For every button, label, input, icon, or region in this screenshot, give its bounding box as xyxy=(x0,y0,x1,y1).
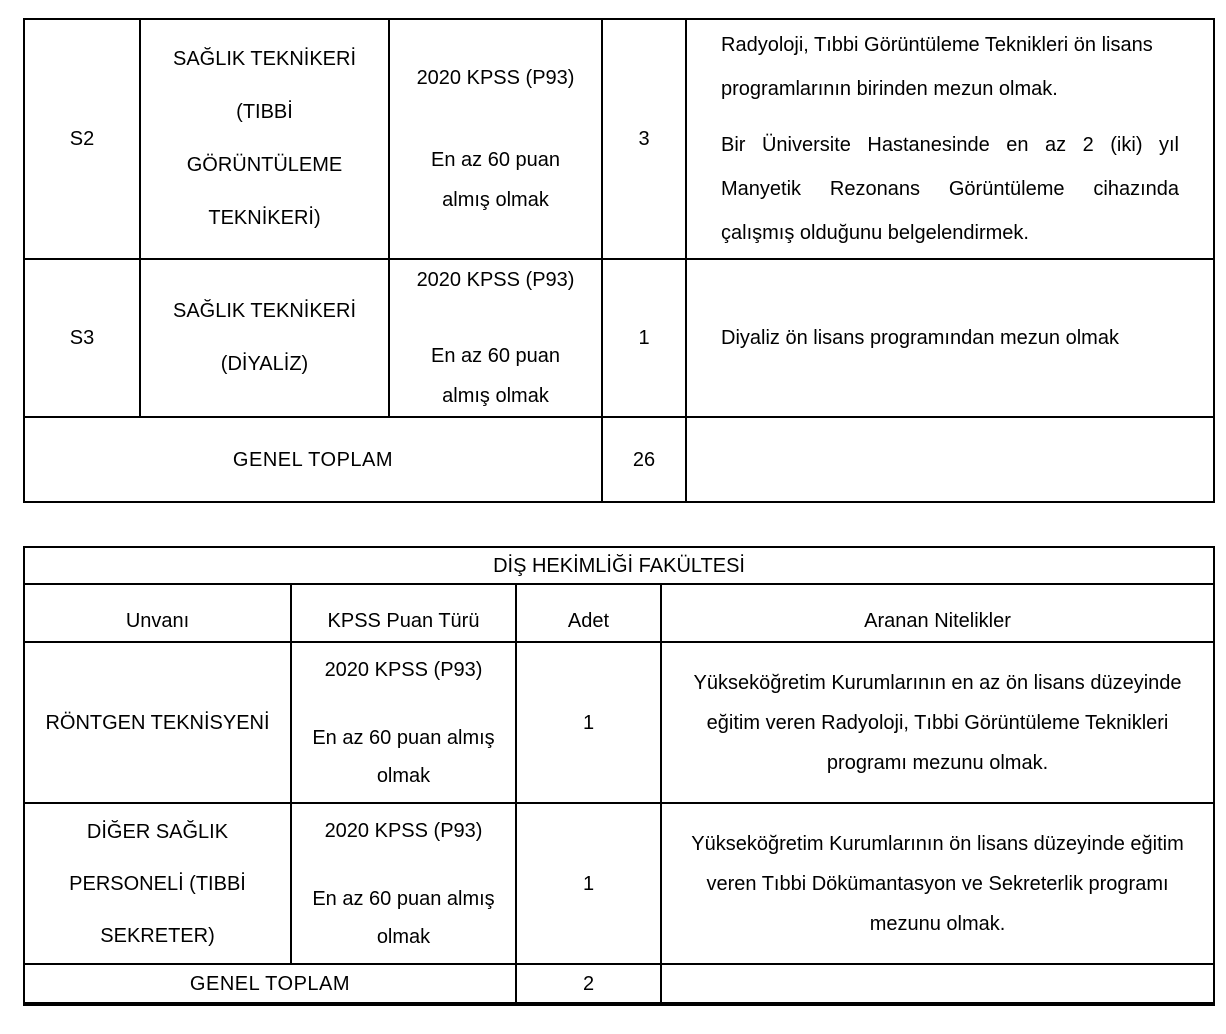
dentistry-faculty-table xyxy=(23,546,1215,1006)
column-header-kpss: KPSS Puan Türü xyxy=(291,584,516,642)
column-header-title: Unvanı xyxy=(24,584,291,642)
kpss-score-type: 2020 KPSS (P93) xyxy=(324,819,483,842)
cell-position-count: 1 xyxy=(602,259,686,417)
qualification-paragraph: Radyoloji, Tıbbi Görüntüleme Teknikleri ön lisans programlarının birinden mezun olmak. xyxy=(721,34,1153,100)
table-row-grand-total xyxy=(24,964,1214,1004)
kpss-min-score: En az 60 puan almış olmak xyxy=(312,726,495,787)
grand-total-label: GENEL TOPLAM xyxy=(24,964,516,1004)
kpss-score-type: 2020 KPSS (P93) xyxy=(324,658,483,681)
cell-kpss-requirement xyxy=(389,19,602,259)
grand-total-value: 2 xyxy=(516,964,661,1004)
cell-required-qualifications xyxy=(686,259,1214,417)
table-header-row xyxy=(24,584,1214,642)
cell-position-count: 3 xyxy=(602,19,686,259)
kpss-min-score: En az 60 puan almış olmak xyxy=(312,887,495,948)
table-row-diger-saglik-personeli xyxy=(24,803,1214,964)
positions-table-continuation xyxy=(23,18,1215,503)
cell-kpss-requirement xyxy=(291,803,516,964)
table-row-faculty-title xyxy=(24,547,1214,584)
cell-position-count: 1 xyxy=(516,642,661,803)
kpss-score-type: 2020 KPSS (P93) xyxy=(416,67,575,89)
cell-position-count: 1 xyxy=(516,803,661,964)
cell-position-title: SAĞLIK TEKNİKERİ (TIBBİ GÖRÜNTÜLEME TEKNİKERİ) xyxy=(140,19,389,259)
grand-total-value: 26 xyxy=(602,417,686,502)
cell-kpss-requirement xyxy=(389,259,602,417)
cell-required-qualifications: Yükseköğretim Kurumlarının ön lisans düzeyinde eğitim veren Tıbbi Dökümantasyon ve Sekreterlik programı mezunu olmak. xyxy=(661,803,1214,964)
grand-total-label: GENEL TOPLAM xyxy=(24,417,602,502)
qualification-paragraph: Diyaliz ön lisans programından mezun olmak xyxy=(721,327,1119,349)
kpss-min-score: En az 60 puan almış olmak xyxy=(431,149,560,211)
cell-required-qualifications xyxy=(686,19,1214,259)
qualification-paragraph: Bir Üniversite Hastanesinde en az 2 (iki) yıl Manyetik Rezonans Görüntüleme cihazında çalışmış olduğunu belgelendirmek. xyxy=(721,134,1179,244)
cell-position-title: SAĞLIK TEKNİKERİ (DİYALİZ) xyxy=(140,259,389,417)
kpss-score-type: 2020 KPSS (P93) xyxy=(416,269,575,291)
table-row-rontgen-teknisyeni xyxy=(24,642,1214,803)
cell-position-title: RÖNTGEN TEKNİSYENİ xyxy=(24,642,291,803)
table-row-s2 xyxy=(24,19,1214,259)
column-header-count: Adet xyxy=(516,584,661,642)
table-row-s3 xyxy=(24,259,1214,417)
empty-cell xyxy=(661,964,1214,1004)
empty-cell xyxy=(686,417,1214,502)
kpss-min-score: En az 60 puan almış olmak xyxy=(431,345,560,407)
cell-required-qualifications: Yükseköğretim Kurumlarının en az ön lisans düzeyinde eğitim veren Radyoloji, Tıbbi Görüntüleme Teknikleri programı mezunu olmak. xyxy=(661,642,1214,803)
column-header-qualifications: Aranan Nitelikler xyxy=(661,584,1214,642)
cell-position-code: S3 xyxy=(24,259,140,417)
cell-position-title: DİĞER SAĞLIK PERSONELİ (TIBBİ SEKRETER) xyxy=(24,803,291,964)
cell-position-code: S2 xyxy=(24,19,140,259)
table-row-grand-total xyxy=(24,417,1214,502)
faculty-title: DİŞ HEKİMLİĞİ FAKÜLTESİ xyxy=(24,547,1214,584)
cell-kpss-requirement xyxy=(291,642,516,803)
